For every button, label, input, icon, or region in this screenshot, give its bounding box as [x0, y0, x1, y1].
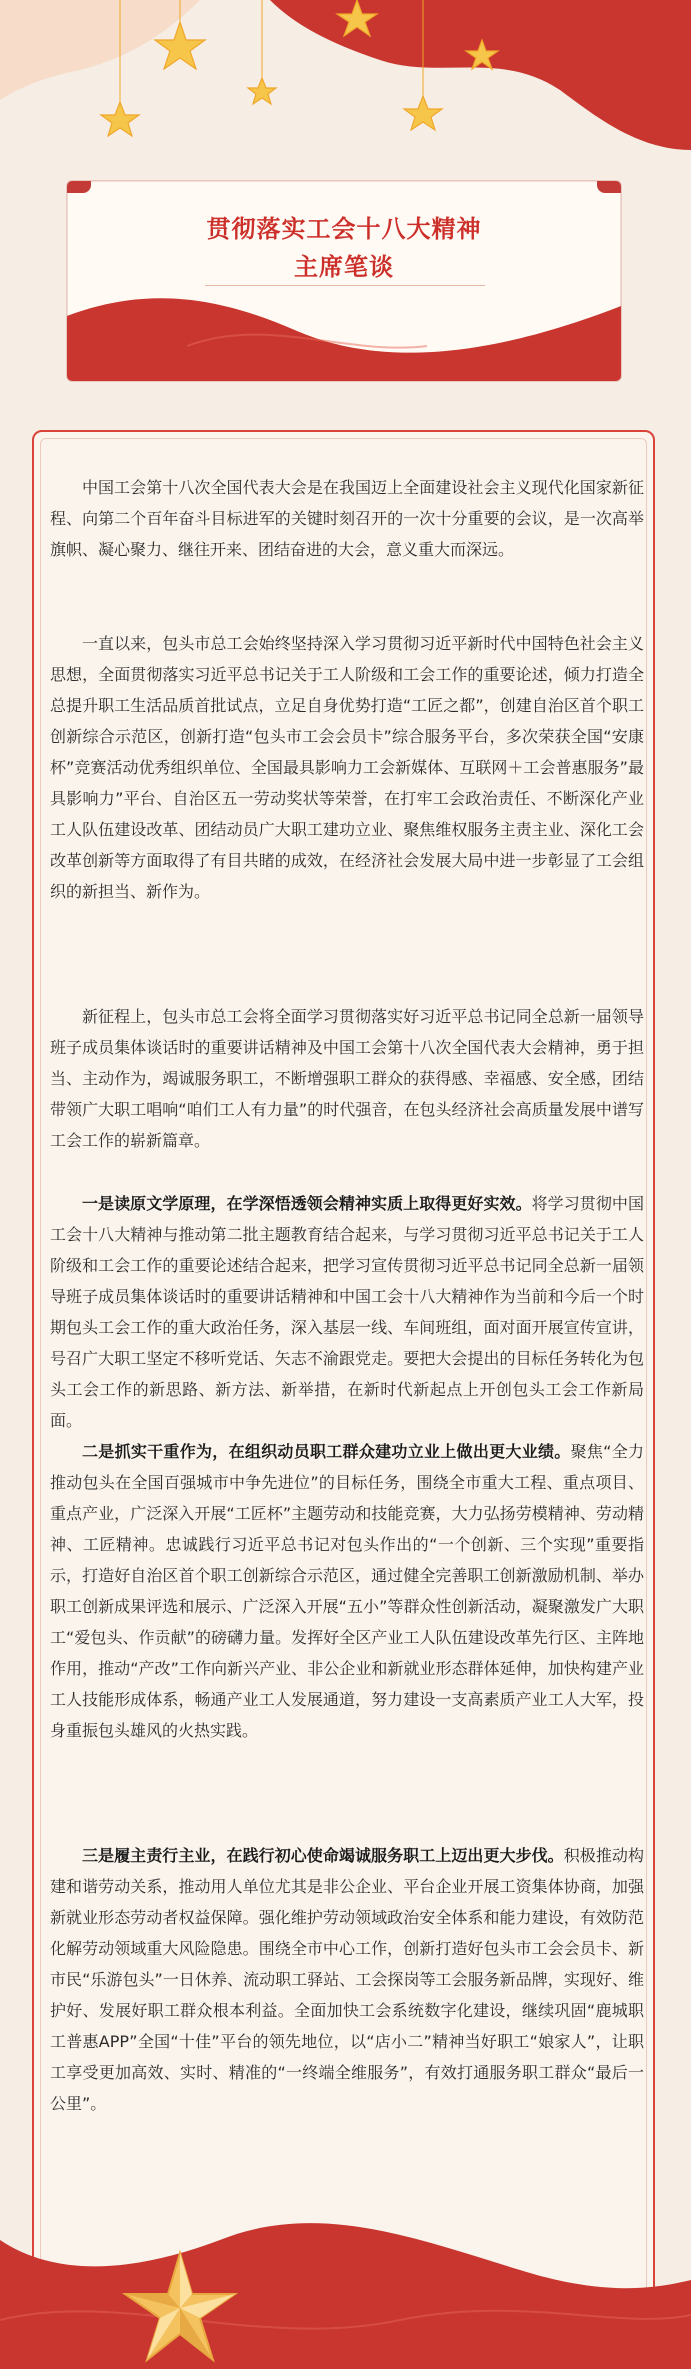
paragraph-6-lead: 三是履主责行主业，在践行初心使命竭诚服务职工上迈出更大步伐。: [82, 1846, 564, 1865]
paragraph-4-lead: 一是读原文学原理，在学深悟透领会精神实质上取得更好实效。: [82, 1194, 532, 1213]
top-decoration: [0, 0, 691, 200]
page-title: 贯彻落实工会十八大精神: [206, 215, 482, 243]
title-card-corner-left: [66, 180, 91, 193]
title-card-corner-right: [597, 180, 622, 193]
bottom-decoration: [0, 2200, 691, 2369]
paragraph-4-body: 将学习贯彻中国工会十八大精神与推动第二批主题教育结合起来，与学习贯彻习近平总书记关于工人阶级和工会工作的重要论述结合起来，把学习宣传贯彻习近平总书记同全总新一届领导班子成员集体谈话时的重要讲话精神和中国工会十八大精神作为当前和今后一个时期包头工会工作的重大政治任务，深入基层一线、车间班组，面对面开展宣传宣讲，号召广大职工坚定不移听党话、矢志不渝跟党走。要把大会提出的目标任务转化为包头工会工作的新思路、新方法、新举措，在新时代新起点上开创包头工会工作新局面。: [50, 1194, 644, 1430]
bottom-red-wave: [0, 2223, 691, 2369]
page-subtitle: 主席笔谈: [294, 253, 394, 281]
star-icon: [101, 102, 139, 136]
article-paragraph-3: 新征程上，包头市总工会将全面学习贯彻落实好习近平总书记同全总新一届领导班子成员集体谈话时的重要讲话精神及中国工会第十八次全国代表大会精神，勇于担当、主动作为，竭诚服务职工，不断增强职工群众的获得感、幸福感、安全感，团结带领广大职工唱响“咱们工人有力量”的时代强音，在包头经济社会高质量发展中谱写工会工作的崭新篇章。: [50, 1007, 644, 1150]
paragraph-6-body: 积极推动构建和谐劳动关系，推动用人单位尤其是非公企业、平台企业开展工资集体协商，加强新就业形态劳动者权益保障。强化维护劳动领域政治安全体系和能力建设，有效防范化解劳动领域重大风险隐患。围绕全市中心工作，创新打造好包头市工会会员卡、新市民“乐游包头”一日休养、流动职工驿站、工会探岗等工会服务新品牌，实现好、维护好、发展好职工群众根本利益。全面加快工会系统数字化建设，继续巩固“鹿城职工普惠APP”全国“十佳”平台的领先地位，以“店小二”精神当好职工“娘家人”，让职工享受更加高效、实时、精准的“一终端全维服务”，有效打通服务职工群众“最后一公里”。: [50, 1846, 644, 2113]
top-red-wave: [270, 0, 691, 150]
paragraph-5-body: 聚焦“全力推动包头在全国百强城市中争先进位”的目标任务，围绕全市重大工程、重点项目、重点产业，广泛深入开展“工匠杯”主题劳动和技能竞赛，大力弘扬劳模精神、劳动精神、工匠精神。忠诚践行习近平总书记对包头作出的“一个创新、三个实现”重要指示，打造好自治区首个职工创新综合示范区，通过健全完善职工创新激励机制、举办职工创新成果评选和展示、广泛深入开展“五小”等群众性创新活动，凝聚激发广大职工“爱包头、作贡献”的磅礴力量。发挥好全区产业工人队伍建设改革先行区、主阵地作用，推动“产改”工作向新兴产业、非公企业和新就业形态群体延伸，加快构建产业工人技能形成体系，畅通产业工人发展通道，努力建设一支高素质产业工人大军，投身重振包头雄风的火热实践。: [50, 1442, 644, 1740]
title-wave-decoration: [67, 286, 621, 381]
article-paragraph-5: [50, 1436, 644, 1746]
article-paragraph-1: 中国工会第十八次全国代表大会是在我国迈上全面建设社会主义现代化国家新征程、向第二个百年奋斗目标进军的关键时刻召开的一次十分重要的会议，是一次高举旗帜、凝心聚力、继往开来、团结奋进的大会，意义重大而深远。: [50, 478, 644, 559]
star-icon: [248, 78, 276, 104]
title-card: [66, 180, 622, 382]
star-icon: [404, 96, 442, 130]
article-paragraph-4: [50, 1188, 644, 1436]
article-paragraph-6: [50, 1840, 644, 2119]
article-paragraph-2: 一直以来，包头市总工会始终坚持深入学习贯彻习近平新时代中国特色社会主义思想，全面贯彻落实习近平总书记关于工人阶级和工会工作的重要论述，倾力打造全总提升职工生活品质首批试点，立足自身优势打造“工匠之都”，创建自治区首个职工创新综合示范区，创新打造“包头市工会会员卡”综合服务平台，多次荣获全国“安康杯”竞赛活动优秀组织单位、全国最具影响力工会新媒体、互联网＋工会普惠服务”最具影响力”平台、自治区五一劳动奖状等荣誉，在打牢工会政治责任、不断深化产业工人队伍建设改革、团结动员广大职工建功立业、聚焦维权服务主责主业、深化工会改革创新等方面取得了有目共睹的成效，在经济社会发展大局中进一步彰显了工会组织的新担当、新作为。: [50, 634, 644, 901]
paragraph-5-lead: 二是抓实干重作为，在组织动员职工群众建功立业上做出更大业绩。: [82, 1442, 571, 1461]
